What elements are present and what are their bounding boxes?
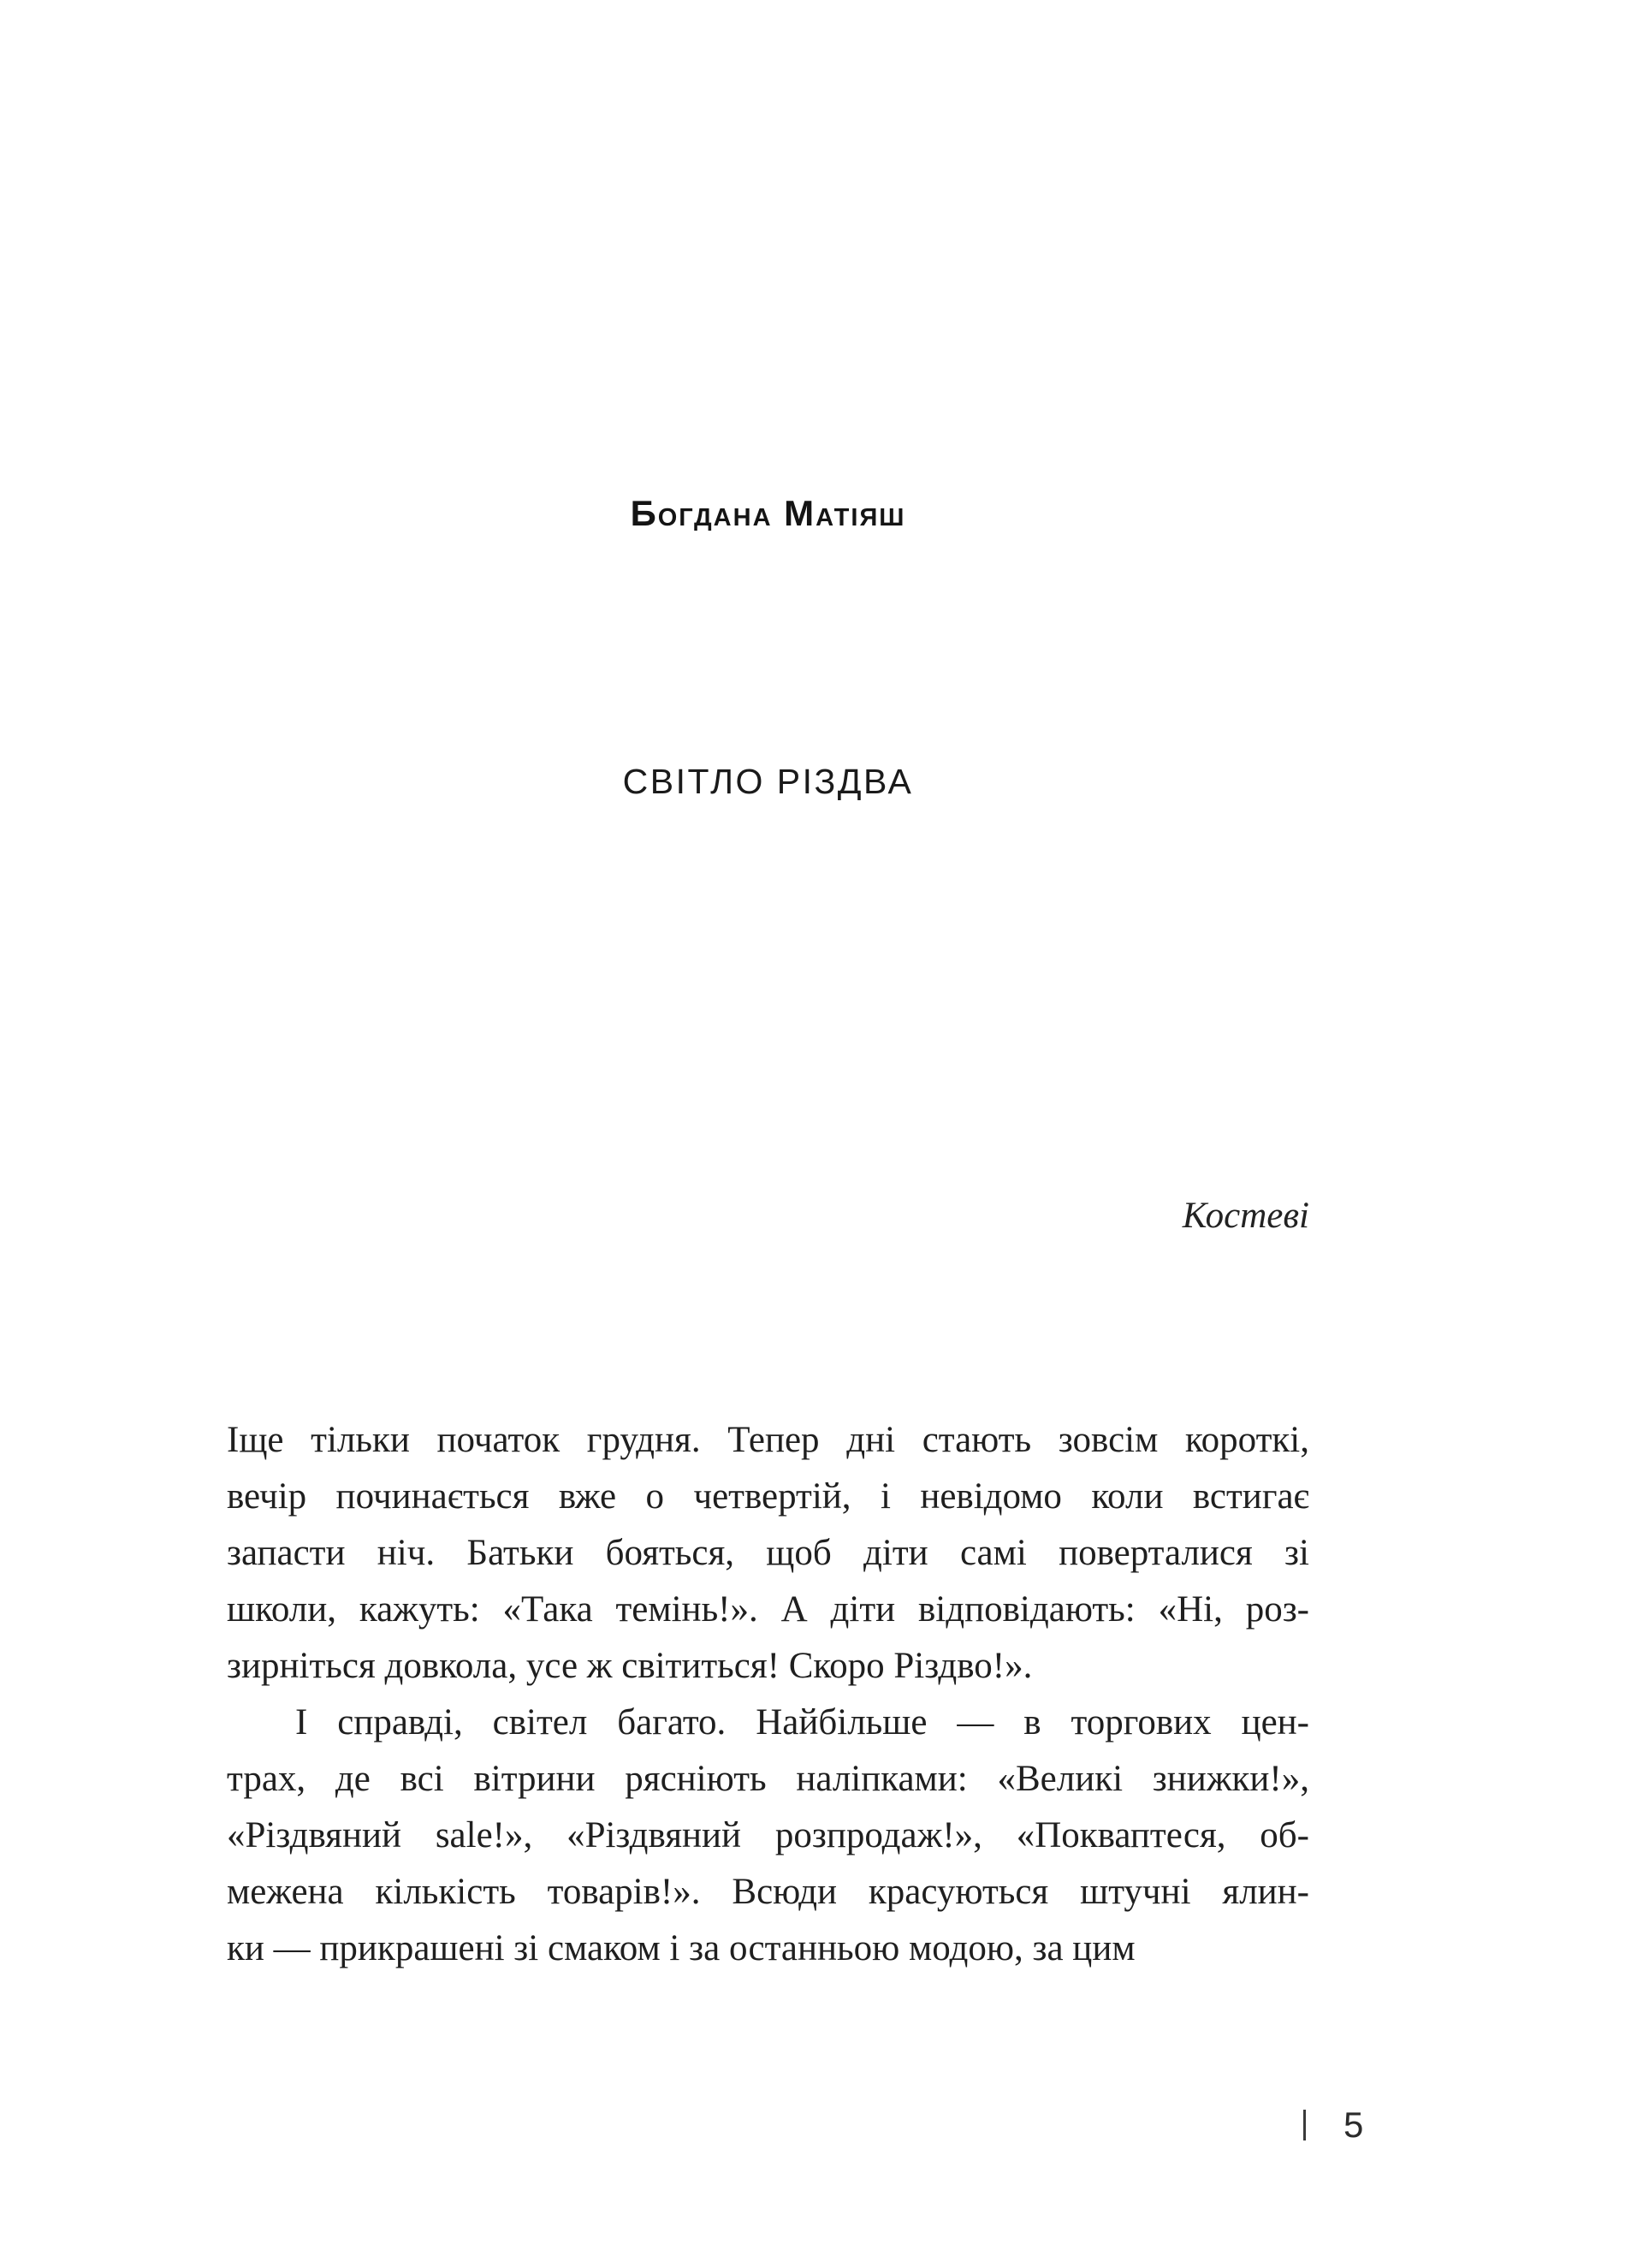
body-line: вечір починається вже о четвертій, і невідомо коли встигає xyxy=(227,1476,1309,1517)
footer-separator-bar xyxy=(1303,2110,1306,2140)
page-number: 5 xyxy=(1343,2105,1364,2145)
body-line: зирніться довкола, усе ж світиться! Скоро Різдво!». xyxy=(227,1646,1033,1686)
chapter-title: СВІТЛО РІЗДВА xyxy=(622,762,914,801)
body-line: трах, де всі вітрини рясніють наліпками: «Великі знижки!», xyxy=(227,1759,1309,1799)
body-line: школи, кажуть: «Така темінь!». А діти відповідають: «Ні, роз- xyxy=(227,1589,1309,1630)
body-line: Іще тільки початок грудня. Тепер дні стають зовсім короткі, xyxy=(227,1420,1309,1460)
body-line: ки — прикрашені зі смаком і за останньою модою, за цим xyxy=(227,1928,1136,1968)
body-line: І справді, світел багато. Найбільше — в торгових цен- xyxy=(295,1702,1309,1743)
paragraph-1 xyxy=(227,1412,1309,1695)
body-text xyxy=(227,1412,1309,1977)
dedication: Костеві xyxy=(1182,1196,1309,1236)
body-line: запасти ніч. Батьки бояться, щоб діти самі поверталися зі xyxy=(227,1533,1309,1573)
body-line: «Різдвяний sale!», «Різдвяний розпродаж!», «Покваптеся, об- xyxy=(227,1815,1309,1855)
paragraph-2 xyxy=(227,1695,1309,1977)
page-footer xyxy=(1303,2107,1363,2143)
author-name: Богдана Матіяш xyxy=(630,493,906,533)
body-line: межена кількість товарів!». Всюди красуються штучні ялин- xyxy=(227,1872,1309,1912)
